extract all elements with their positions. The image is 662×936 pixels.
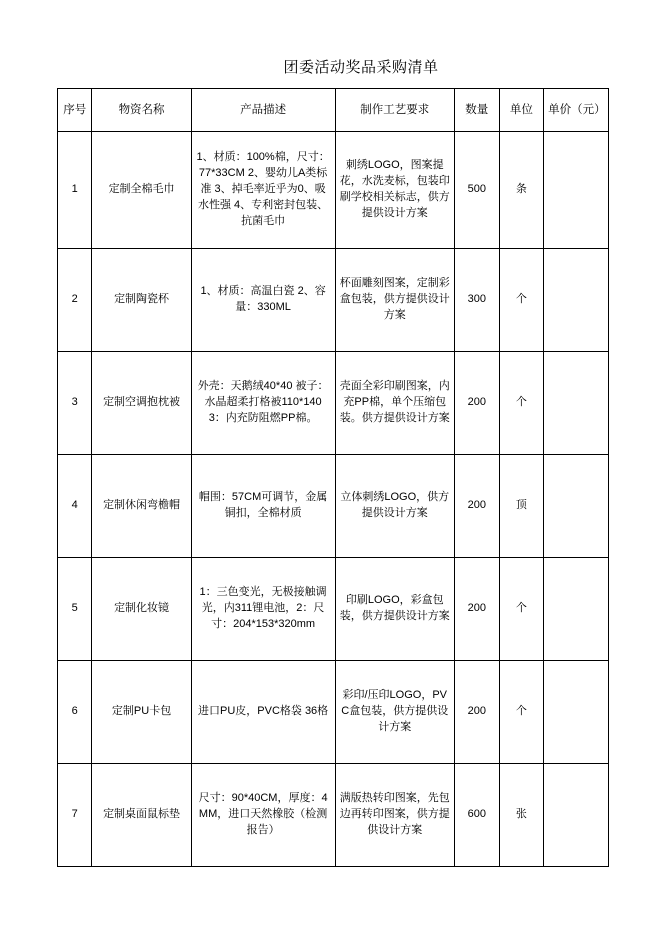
page-title: 团委活动奖品采购清单 bbox=[283, 59, 439, 76]
cell-quantity: 600 bbox=[455, 764, 500, 867]
column-header-description: 产品描述 bbox=[191, 89, 335, 132]
cell-craft: 杯面雕刻图案，定制彩盒包装，供方提供设计方案 bbox=[335, 249, 455, 352]
column-header-price: 单价（元） bbox=[544, 89, 609, 132]
cell-index: 2 bbox=[58, 249, 92, 352]
cell-quantity: 200 bbox=[455, 352, 500, 455]
cell-name: 定制化妆镜 bbox=[92, 558, 191, 661]
table-row bbox=[58, 661, 609, 764]
cell-index: 1 bbox=[58, 132, 92, 249]
table-row bbox=[58, 764, 609, 867]
cell-name: 定制陶瓷杯 bbox=[92, 249, 191, 352]
cell-unit: 个 bbox=[499, 558, 544, 661]
cell-name: 定制全棉毛巾 bbox=[92, 132, 191, 249]
table-body bbox=[58, 132, 609, 867]
column-header-name: 物资名称 bbox=[92, 89, 191, 132]
column-header-index: 序号 bbox=[58, 89, 92, 132]
cell-unit: 张 bbox=[499, 764, 544, 867]
cell-quantity: 300 bbox=[455, 249, 500, 352]
table-row bbox=[58, 558, 609, 661]
cell-craft: 彩印/压印LOGO，PVC盒包装，供方提供设计方案 bbox=[335, 661, 455, 764]
cell-index: 3 bbox=[58, 352, 92, 455]
cell-index: 6 bbox=[58, 661, 92, 764]
procurement-table-container bbox=[57, 88, 609, 867]
cell-craft: 满版热转印图案，先包边再转印图案，供方提供设计方案 bbox=[335, 764, 455, 867]
cell-name: 定制桌面鼠标垫 bbox=[92, 764, 191, 867]
column-header-unit: 单位 bbox=[499, 89, 544, 132]
cell-quantity: 500 bbox=[455, 132, 500, 249]
cell-index: 7 bbox=[58, 764, 92, 867]
cell-craft: 立体刺绣LOGO，供方提供设计方案 bbox=[335, 455, 455, 558]
cell-quantity: 200 bbox=[455, 558, 500, 661]
cell-unit: 个 bbox=[499, 249, 544, 352]
table-header-row bbox=[58, 89, 609, 132]
cell-craft: 刺绣LOGO，图案提花，水洗麦标，包装印刷学校相关标志，供方提供设计方案 bbox=[335, 132, 455, 249]
cell-description: 尺寸：90*40CM，厚度：4MM，进口天然橡胶（检测报告） bbox=[191, 764, 335, 867]
cell-description: 外壳：天鹅绒40*40 被子：水晶超柔打格被110*140 3：内充防阻燃PP棉。 bbox=[191, 352, 335, 455]
table-row bbox=[58, 352, 609, 455]
cell-craft: 印刷LOGO，彩盒包装，供方提供设计方案 bbox=[335, 558, 455, 661]
table-row bbox=[58, 249, 609, 352]
cell-quantity: 200 bbox=[455, 661, 500, 764]
cell-description: 1、材质：高温白瓷 2、容量：330ML bbox=[191, 249, 335, 352]
column-header-craft: 制作工艺要求 bbox=[335, 89, 455, 132]
cell-price bbox=[544, 352, 609, 455]
cell-unit: 顶 bbox=[499, 455, 544, 558]
cell-name: 定制空调抱枕被 bbox=[92, 352, 191, 455]
cell-description: 1：三色变光，无极接触调光，内311锂电池，2：尺寸：204*153*320mm bbox=[191, 558, 335, 661]
table-row bbox=[58, 455, 609, 558]
cell-price bbox=[544, 558, 609, 661]
table-row bbox=[58, 132, 609, 249]
cell-description: 进口PU皮，PVC格袋 36格 bbox=[191, 661, 335, 764]
cell-description: 1、材质：100%棉，尺寸：77*33CM 2、婴幼儿A类标准 3、掉毛率近乎为0、吸水性强 4、专利密封包装、抗菌毛巾 bbox=[191, 132, 335, 249]
cell-craft: 壳面全彩印刷图案，内充PP棉，单个压缩包装。供方提供设计方案 bbox=[335, 352, 455, 455]
cell-price bbox=[544, 764, 609, 867]
cell-index: 5 bbox=[58, 558, 92, 661]
cell-price bbox=[544, 455, 609, 558]
cell-price bbox=[544, 661, 609, 764]
cell-price bbox=[544, 132, 609, 249]
cell-name: 定制休闲弯檐帽 bbox=[92, 455, 191, 558]
cell-quantity: 200 bbox=[455, 455, 500, 558]
table-header bbox=[58, 89, 609, 132]
cell-index: 4 bbox=[58, 455, 92, 558]
cell-unit: 个 bbox=[499, 352, 544, 455]
cell-unit: 条 bbox=[499, 132, 544, 249]
column-header-quantity: 数量 bbox=[455, 89, 500, 132]
cell-name: 定制PU卡包 bbox=[92, 661, 191, 764]
cell-price bbox=[544, 249, 609, 352]
cell-unit: 个 bbox=[499, 661, 544, 764]
procurement-table bbox=[57, 88, 609, 867]
cell-description: 帽围：57CM可调节，金属铜扣，全棉材质 bbox=[191, 455, 335, 558]
